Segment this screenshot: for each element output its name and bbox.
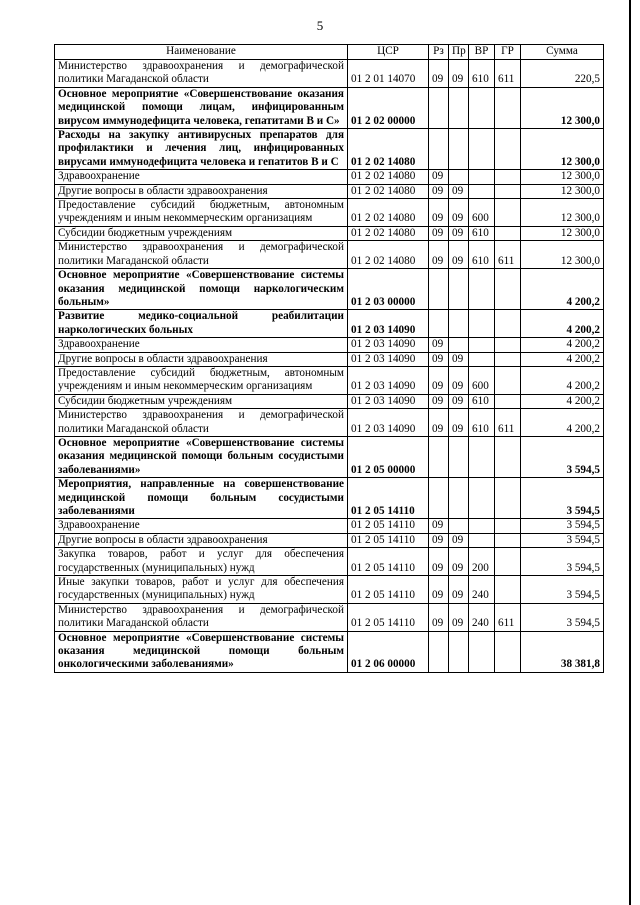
row-pr-code — [449, 519, 469, 533]
header-row — [55, 45, 604, 60]
row-rz-code: 09 — [429, 170, 449, 184]
row-pr-code: 09 — [449, 576, 469, 604]
row-csr-code: 01 2 03 00000 — [348, 269, 429, 310]
row-name: Министерство здравоохранения и демографической политики Магаданской области — [55, 603, 348, 631]
row-sum: 12 300,0 — [521, 87, 604, 128]
table-row — [55, 129, 604, 170]
row-rz-code — [429, 310, 449, 338]
row-vr-code: 240 — [469, 603, 495, 631]
row-gr-code — [495, 576, 521, 604]
column-header-csr: ЦСР — [348, 45, 429, 60]
table-row — [55, 409, 604, 437]
row-rz-code: 09 — [429, 241, 449, 269]
row-name: Министерство здравоохранения и демографической политики Магаданской области — [55, 241, 348, 269]
row-vr-code — [469, 129, 495, 170]
row-rz-code: 09 — [429, 519, 449, 533]
row-pr-code — [449, 310, 469, 338]
row-name: Основное мероприятие «Совершенствование системы оказания медицинской помощи больным сосудистыми заболеваниями» — [55, 436, 348, 477]
row-sum: 4 200,2 — [521, 352, 604, 366]
row-gr-code — [495, 170, 521, 184]
column-header-rz: Рз — [429, 45, 449, 60]
row-gr-code — [495, 184, 521, 198]
row-vr-code: 240 — [469, 576, 495, 604]
table-row — [55, 603, 604, 631]
row-sum: 12 300,0 — [521, 241, 604, 269]
row-csr-code: 01 2 03 14090 — [348, 394, 429, 408]
row-sum: 12 300,0 — [521, 184, 604, 198]
row-gr-code — [495, 548, 521, 576]
row-gr-code — [495, 226, 521, 240]
row-csr-code: 01 2 02 14080 — [348, 129, 429, 170]
row-sum: 12 300,0 — [521, 226, 604, 240]
row-rz-code: 09 — [429, 60, 449, 88]
table-row — [55, 519, 604, 533]
row-rz-code: 09 — [429, 576, 449, 604]
row-name: Здравоохранение — [55, 170, 348, 184]
table-row — [55, 310, 604, 338]
row-csr-code: 01 2 02 14080 — [348, 184, 429, 198]
page-number: 5 — [316, 18, 324, 33]
row-csr-code: 01 2 05 00000 — [348, 436, 429, 477]
row-name: Предоставление субсидий бюджетным, автономным учреждениям и иным некоммерческим организациям — [55, 199, 348, 227]
column-header-pr: Пр — [449, 45, 469, 60]
table-body — [55, 60, 604, 673]
row-name: Другие вопросы в области здравоохранения — [55, 184, 348, 198]
row-vr-code: 200 — [469, 548, 495, 576]
row-vr-code — [469, 269, 495, 310]
row-csr-code: 01 2 06 00000 — [348, 631, 429, 672]
row-csr-code: 01 2 03 14090 — [348, 338, 429, 352]
row-rz-code: 09 — [429, 199, 449, 227]
row-vr-code — [469, 87, 495, 128]
table-row — [55, 478, 604, 519]
row-gr-code — [495, 310, 521, 338]
row-name: Мероприятия, направленные на совершенствование медицинской помощи больным сосудистыми заболеваниями — [55, 478, 348, 519]
row-sum: 4 200,2 — [521, 394, 604, 408]
row-gr-code — [495, 352, 521, 366]
row-pr-code — [449, 478, 469, 519]
row-sum: 3 594,5 — [521, 533, 604, 547]
row-sum: 3 594,5 — [521, 519, 604, 533]
row-vr-code — [469, 631, 495, 672]
row-sum: 3 594,5 — [521, 436, 604, 477]
row-csr-code: 01 2 05 14110 — [348, 603, 429, 631]
row-vr-code — [469, 170, 495, 184]
row-gr-code: 611 — [495, 60, 521, 88]
row-name: Здравоохранение — [55, 519, 348, 533]
row-pr-code: 09 — [449, 533, 469, 547]
row-gr-code: 611 — [495, 603, 521, 631]
row-sum: 4 200,2 — [521, 269, 604, 310]
row-rz-code — [429, 269, 449, 310]
row-gr-code — [495, 394, 521, 408]
table-row — [55, 394, 604, 408]
row-pr-code — [449, 269, 469, 310]
row-sum: 12 300,0 — [521, 199, 604, 227]
row-pr-code: 09 — [449, 226, 469, 240]
row-csr-code: 01 2 05 14110 — [348, 519, 429, 533]
row-sum: 4 200,2 — [521, 310, 604, 338]
row-vr-code: 610 — [469, 394, 495, 408]
row-sum: 38 381,8 — [521, 631, 604, 672]
row-pr-code: 09 — [449, 60, 469, 88]
row-gr-code — [495, 366, 521, 394]
row-name: Расходы на закупку антивирусных препаратов для профилактики и лечения лиц, инфицированных вирусами иммунодефицита человека и гепатитов В и С — [55, 129, 348, 170]
row-name: Основное мероприятие «Совершенствование системы оказания медицинской помощи наркологическим больным» — [55, 269, 348, 310]
row-gr-code — [495, 269, 521, 310]
row-rz-code — [429, 631, 449, 672]
table-row — [55, 184, 604, 198]
row-gr-code: 611 — [495, 241, 521, 269]
row-pr-code: 09 — [449, 548, 469, 576]
row-gr-code — [495, 129, 521, 170]
row-pr-code: 09 — [449, 409, 469, 437]
table-header — [55, 45, 604, 60]
column-header-gr: ГР — [495, 45, 521, 60]
row-csr-code: 01 2 02 14080 — [348, 170, 429, 184]
row-pr-code — [449, 170, 469, 184]
row-pr-code: 09 — [449, 352, 469, 366]
table-row — [55, 366, 604, 394]
row-sum: 220,5 — [521, 60, 604, 88]
table-row — [55, 199, 604, 227]
row-pr-code: 09 — [449, 199, 469, 227]
row-vr-code: 600 — [469, 366, 495, 394]
table-row — [55, 60, 604, 88]
row-pr-code — [449, 631, 469, 672]
row-rz-code: 09 — [429, 338, 449, 352]
row-rz-code: 09 — [429, 533, 449, 547]
row-csr-code: 01 2 02 00000 — [348, 87, 429, 128]
row-csr-code: 01 2 03 14090 — [348, 366, 429, 394]
row-name: Здравоохранение — [55, 338, 348, 352]
row-name: Закупка товаров, работ и услуг для обеспечения государственных (муниципальных) нужд — [55, 548, 348, 576]
row-rz-code: 09 — [429, 184, 449, 198]
row-pr-code — [449, 87, 469, 128]
row-csr-code: 01 2 05 14110 — [348, 478, 429, 519]
table-row — [55, 170, 604, 184]
row-sum: 4 200,2 — [521, 409, 604, 437]
row-csr-code: 01 2 03 14090 — [348, 409, 429, 437]
row-csr-code: 01 2 03 14090 — [348, 352, 429, 366]
row-csr-code: 01 2 05 14110 — [348, 533, 429, 547]
table-row — [55, 338, 604, 352]
row-vr-code — [469, 338, 495, 352]
table-row — [55, 436, 604, 477]
table-row — [55, 631, 604, 672]
row-vr-code: 610 — [469, 409, 495, 437]
row-vr-code — [469, 478, 495, 519]
row-sum: 4 200,2 — [521, 338, 604, 352]
row-pr-code: 09 — [449, 394, 469, 408]
row-sum: 3 594,5 — [521, 478, 604, 519]
row-name: Министерство здравоохранения и демографической политики Магаданской области — [55, 409, 348, 437]
row-name: Предоставление субсидий бюджетным, автономным учреждениям и иным некоммерческим организациям — [55, 366, 348, 394]
column-header-vr: ВР — [469, 45, 495, 60]
table-row — [55, 576, 604, 604]
row-gr-code — [495, 519, 521, 533]
row-pr-code: 09 — [449, 366, 469, 394]
table-row — [55, 226, 604, 240]
row-name: Субсидии бюджетным учреждениям — [55, 226, 348, 240]
row-vr-code: 610 — [469, 60, 495, 88]
table-row — [55, 241, 604, 269]
row-name: Другие вопросы в области здравоохранения — [55, 352, 348, 366]
row-name: Основное мероприятие «Совершенствование оказания медицинской помощи лицам, инфицированным вирусом иммунодефицита человека, гепатитами В и С» — [55, 87, 348, 128]
row-gr-code — [495, 199, 521, 227]
row-pr-code — [449, 338, 469, 352]
row-rz-code: 09 — [429, 366, 449, 394]
column-header-name: Наименование — [55, 45, 348, 60]
row-name: Основное мероприятие «Совершенствование системы оказания медицинской помощи больным онкологическими заболеваниями» — [55, 631, 348, 672]
row-csr-code: 01 2 05 14110 — [348, 548, 429, 576]
row-rz-code — [429, 129, 449, 170]
row-vr-code: 600 — [469, 199, 495, 227]
row-gr-code — [495, 533, 521, 547]
row-name: Развитие медико-социальной реабилитации наркологических больных — [55, 310, 348, 338]
row-rz-code: 09 — [429, 548, 449, 576]
row-gr-code — [495, 478, 521, 519]
row-sum: 3 594,5 — [521, 548, 604, 576]
row-rz-code — [429, 478, 449, 519]
table-row — [55, 352, 604, 366]
row-vr-code — [469, 184, 495, 198]
row-rz-code: 09 — [429, 603, 449, 631]
row-rz-code — [429, 87, 449, 128]
table-row — [55, 269, 604, 310]
row-csr-code: 01 2 02 14080 — [348, 226, 429, 240]
row-name: Министерство здравоохранения и демографической политики Магаданской области — [55, 60, 348, 88]
table-row — [55, 548, 604, 576]
row-gr-code — [495, 338, 521, 352]
row-name: Субсидии бюджетным учреждениям — [55, 394, 348, 408]
row-csr-code: 01 2 01 14070 — [348, 60, 429, 88]
table-row — [55, 533, 604, 547]
column-header-sum: Сумма — [521, 45, 604, 60]
row-pr-code: 09 — [449, 603, 469, 631]
row-name: Иные закупки товаров, работ и услуг для обеспечения государственных (муниципальных) нужд — [55, 576, 348, 604]
row-pr-code — [449, 129, 469, 170]
row-rz-code: 09 — [429, 226, 449, 240]
row-rz-code — [429, 436, 449, 477]
table-row — [55, 87, 604, 128]
row-vr-code: 610 — [469, 226, 495, 240]
row-csr-code: 01 2 05 14110 — [348, 576, 429, 604]
row-vr-code — [469, 436, 495, 477]
row-pr-code — [449, 436, 469, 477]
row-name: Другие вопросы в области здравоохранения — [55, 533, 348, 547]
row-vr-code — [469, 533, 495, 547]
row-csr-code: 01 2 03 14090 — [348, 310, 429, 338]
row-rz-code: 09 — [429, 352, 449, 366]
row-sum: 12 300,0 — [521, 129, 604, 170]
row-csr-code: 01 2 02 14080 — [348, 241, 429, 269]
row-vr-code — [469, 352, 495, 366]
row-csr-code: 01 2 02 14080 — [348, 199, 429, 227]
row-pr-code: 09 — [449, 184, 469, 198]
row-sum: 12 300,0 — [521, 170, 604, 184]
row-gr-code — [495, 87, 521, 128]
row-vr-code — [469, 310, 495, 338]
row-pr-code: 09 — [449, 241, 469, 269]
row-sum: 4 200,2 — [521, 366, 604, 394]
row-gr-code — [495, 631, 521, 672]
row-vr-code — [469, 519, 495, 533]
budget-table — [54, 44, 604, 673]
page-edge-line — [629, 0, 631, 905]
row-rz-code: 09 — [429, 409, 449, 437]
row-sum: 3 594,5 — [521, 603, 604, 631]
row-gr-code — [495, 436, 521, 477]
row-vr-code: 610 — [469, 241, 495, 269]
row-sum: 3 594,5 — [521, 576, 604, 604]
row-gr-code: 611 — [495, 409, 521, 437]
row-rz-code: 09 — [429, 394, 449, 408]
